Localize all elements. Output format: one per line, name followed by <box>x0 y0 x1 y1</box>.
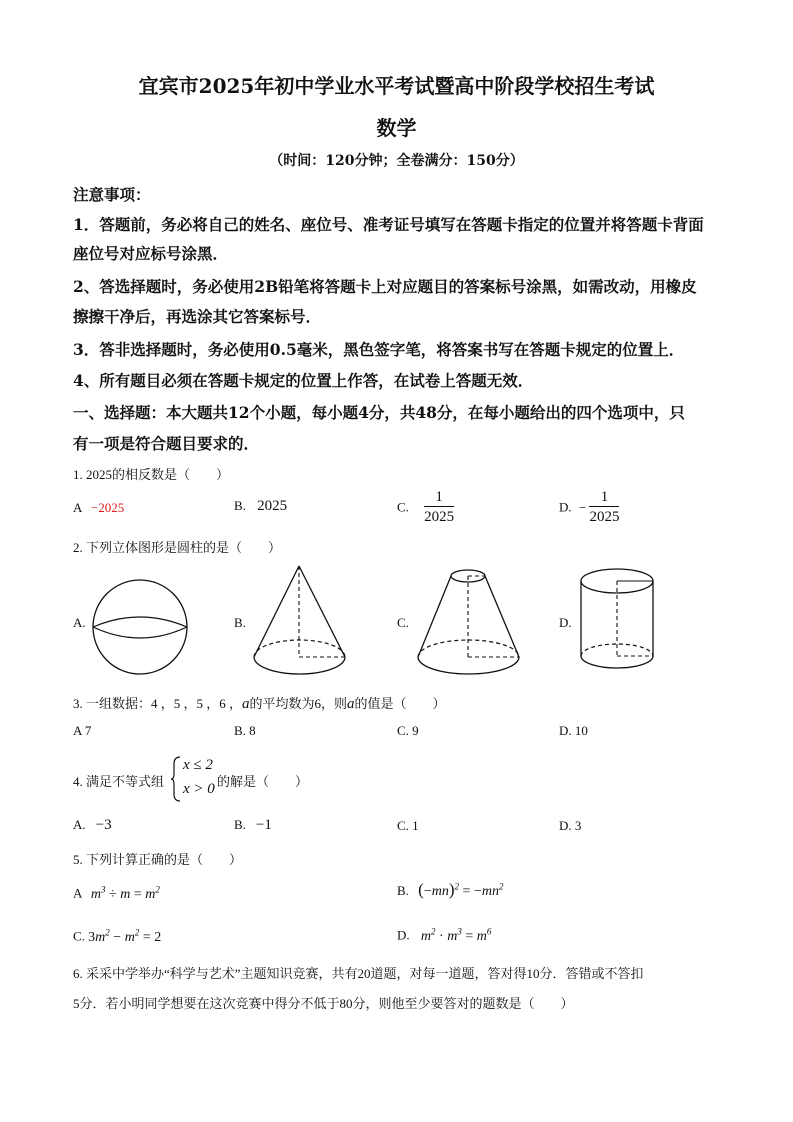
question-2-option-b-label[interactable]: B. <box>234 615 246 630</box>
question-2-option-d-label[interactable]: D. <box>559 615 572 630</box>
question-3-option-a[interactable]: A 7 <box>73 723 92 738</box>
note-1-line1: 1．答题前，务必将自己的姓名、座位号、准考证号填写在答题卡指定的位置并将答题卡背面 <box>73 215 704 234</box>
question-5-option-d[interactable]: D. $m^2 \cdot m^3 = m^6$ <box>397 926 492 944</box>
question-1-option-a[interactable] <box>73 500 124 516</box>
sphere-figure-icon <box>85 577 195 677</box>
note-1-line2: 座位号对应标号涂黑． <box>73 244 229 263</box>
question-4-option-a[interactable]: A. −3 <box>73 817 112 833</box>
question-1-option-b[interactable] <box>234 498 287 515</box>
question-6-line2: 5分．若小明同学想要在这次竞赛中得分不低于80分，则他至少要答对的题数是（ ） <box>73 996 574 1011</box>
section-1-line2: 有一项是符合题目要求的． <box>73 434 260 453</box>
question-5-option-c[interactable]: C. $3m^2 - m^2 = 2$ <box>73 927 162 945</box>
question-4-option-c[interactable]: C. 1 <box>397 818 419 833</box>
option-label: C. <box>397 499 409 515</box>
option-label: D. <box>559 499 572 515</box>
question-2-option-a-label[interactable]: A. <box>73 615 86 630</box>
exam-info: （时间：120分钟；全卷满分：150分） <box>269 153 524 169</box>
option-label: A <box>73 500 82 515</box>
question-1-option-c[interactable] <box>397 488 454 527</box>
option-value-answer: −2025 <box>90 500 125 515</box>
question-3-option-b[interactable]: B. 8 <box>234 723 256 738</box>
question-6-line1: 6. 采采中学举办“科学与艺术”主题知识竞赛，共有20道题，对每一道题，答对得10分．答错或不答扣 <box>73 966 644 981</box>
inequality-2: x > 0 <box>183 781 215 797</box>
question-4-stem-post: 的解是（ ） <box>217 774 309 789</box>
section-1-line1: 一、选择题：本大题共12个小题，每小题4分，共48分，在每小题给出的四个选项中，只 <box>73 403 685 422</box>
brace-icon <box>170 756 182 802</box>
fraction: $\frac{1}{2025}$ <box>589 489 620 525</box>
question-2-option-c-label[interactable]: C. <box>397 615 409 630</box>
note-3: 3．答非选择题时，务必使用0.5毫米，黑色签字笔，将答案书写在答题卡规定的位置上． <box>73 340 685 359</box>
notes-heading: 注意事项： <box>73 185 151 204</box>
question-3-stem: 3. 一组数据：4 ，5 ，5 ，6 ，a的平均数为6，则a的值是（ ） <box>73 696 446 712</box>
question-3-option-d[interactable]: D. 10 <box>559 723 588 738</box>
question-5-stem: 5. 下列计算正确的是（ ） <box>73 852 243 867</box>
question-1-option-d[interactable] <box>559 488 619 527</box>
minus-sign: − <box>578 499 587 515</box>
fraction: $\frac{1}{2025}$ <box>424 489 455 525</box>
question-5-option-a[interactable]: A $m^3 \div m = m^2$ <box>73 884 160 902</box>
frustum-figure-icon <box>413 564 525 680</box>
subject-title: 数学 <box>376 116 417 140</box>
question-4-option-b[interactable]: B. −1 <box>234 817 272 833</box>
note-4: 4、所有题目必须在答题卡规定的位置上作答，在试卷上答题无效． <box>73 371 534 390</box>
question-5-option-b[interactable]: B. $(-mn)^2 = -mn^2$ <box>397 880 504 899</box>
question-4-option-d[interactable]: D. 3 <box>559 818 582 833</box>
inequality-1: x ≤ 2 <box>183 757 213 773</box>
cylinder-figure-icon <box>577 566 659 678</box>
cone-figure-icon <box>248 562 352 680</box>
question-1-stem: 1. 2025的相反数是（ ） <box>73 467 230 482</box>
note-2-line2: 擦擦干净后，再选涂其它答案标号． <box>73 307 322 326</box>
question-4-stem-pre: 4. 满足不等式组 <box>73 774 165 789</box>
page-title: 宜宾市2025年初中学业水平考试暨高中阶段学校招生考试 <box>138 74 655 98</box>
question-2-stem: 2. 下列立体图形是圆柱的是（ ） <box>73 540 282 555</box>
option-value: 2025 <box>257 498 288 514</box>
option-label: B. <box>234 498 246 513</box>
question-3-option-c[interactable]: C. 9 <box>397 723 419 738</box>
note-2-line1: 2、答选择题时，务必使用2B铅笔将答题卡上对应题目的答案标号涂黑，如需改动，用橡皮 <box>73 277 697 296</box>
